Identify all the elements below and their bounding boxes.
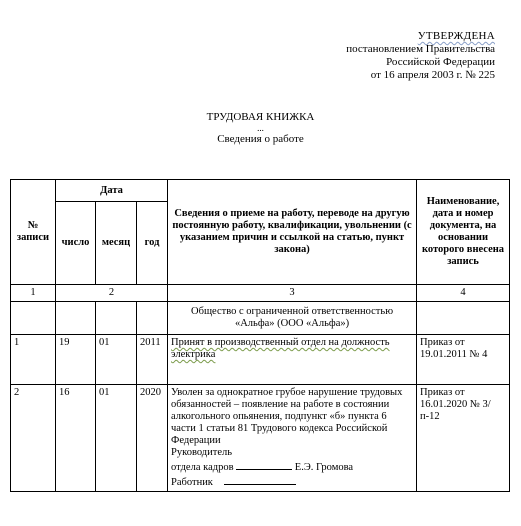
header-row-1 [11, 180, 510, 202]
column-number-1: 1 [11, 285, 56, 302]
signature-hr-label: отдела кадров [171, 462, 234, 473]
document-title: ТРУДОВАЯ КНИЖКА [206, 111, 315, 123]
record-number: 2 [11, 385, 56, 492]
signature-line [224, 474, 296, 485]
record-year: 2011 [137, 335, 168, 385]
header-record-no: № записи [11, 180, 56, 285]
approval-block [346, 30, 495, 82]
signature-line [236, 459, 292, 470]
record-day: 19 [56, 335, 96, 385]
record-info-text: Уволен за однократное грубое нарушение трудовых обязанностей – появление на работе в состоянии алкогольного опьянения, подпункт «б» пункта 6 части 1 статьи 81 Трудового кодекса Российской Федерации [171, 387, 403, 446]
record-day: 16 [56, 385, 96, 492]
empty-cell [96, 302, 137, 335]
document-title-block [0, 111, 521, 145]
empty-cell [417, 302, 510, 335]
signature-head-title: Руководитель [171, 447, 233, 458]
header-year: год [137, 202, 168, 285]
title-ellipsis: ... [257, 123, 264, 133]
approval-line-1: постановлением Правительства [346, 43, 495, 55]
approval-heading: УТВЕРЖДЕНА [417, 30, 495, 42]
header-basis: Наименование, дата и номер документа, на основании которого внесена запись [417, 180, 510, 285]
record-number: 1 [11, 335, 56, 385]
empty-cell [137, 302, 168, 335]
document-subtitle: Сведения о работе [217, 133, 304, 145]
record-info [168, 385, 417, 492]
approval-line-3: от 16 апреля 2003 г. № 225 [370, 69, 495, 81]
organization-row [11, 302, 510, 335]
signature-employee-row [171, 474, 413, 489]
column-numbers-row [11, 285, 510, 302]
organization-name: Общество с ограниченной ответственностью «Альфа» (ООО «Альфа») [168, 302, 417, 335]
header-day: число [56, 202, 96, 285]
column-number-4: 4 [417, 285, 510, 302]
record-month: 01 [96, 385, 137, 492]
signature-employee-label: Работник [171, 477, 213, 488]
header-month: месяц [96, 202, 137, 285]
table-row [11, 385, 510, 492]
signature-hr-name: Е.Э. Громова [294, 462, 354, 473]
header-date: Дата [56, 180, 168, 202]
record-basis: Приказ от 16.01.2020 № 3/п-12 [417, 385, 510, 492]
empty-cell [11, 302, 56, 335]
table-row [11, 335, 510, 385]
column-number-2: 2 [56, 285, 168, 302]
signature-hr-row [171, 459, 413, 474]
record-year: 2020 [137, 385, 168, 492]
column-number-3: 3 [168, 285, 417, 302]
empty-cell [56, 302, 96, 335]
record-month: 01 [96, 335, 137, 385]
record-basis: Приказ от 19.01.2011 № 4 [417, 335, 510, 385]
approval-line-2: Российской Федерации [386, 56, 495, 68]
record-info-text: Принят в производственный отдел на должность электрика [171, 337, 390, 360]
header-info: Сведения о приеме на работу, переводе на другую постоянную работу, квалификации, увольнении (с указанием причин и ссылкой на статью, пункт закона) [168, 180, 417, 285]
record-info [168, 335, 417, 385]
work-records-table [10, 179, 510, 492]
